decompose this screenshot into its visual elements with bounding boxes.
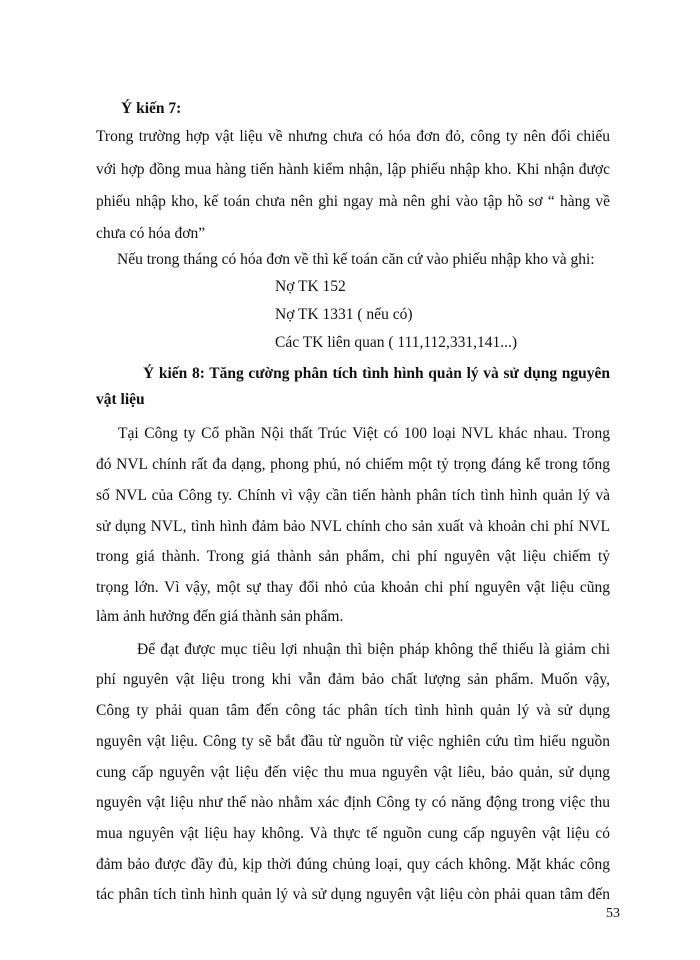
accounting-entry-credit: Các TK liên quan ( 111,112,331,141...) [275,334,518,351]
paragraph-line: cung cấp nguyên vật liệu đến việc thu mua nguyên vật liêu, bảo quản, sử dụng [96,764,610,781]
paragraph-line: với hợp đồng mua hàng tiến hành kiểm nhận, lập phiếu nhập kho. Khi nhận được [96,161,610,178]
paragraph-line: Trong trường hợp vật liệu về nhưng chưa có hóa đơn đỏ, công ty nên đối chiếu [96,128,610,145]
paragraph-line: mua nguyên vật liệu hay không. Và thực tế nguồn cung cấp nguyên vật liệu có [96,825,610,842]
paragraph-line: phiếu nhập kho, kế toán chưa nên ghi ngay mà nên ghi vào tập hồ sơ “ hàng về [96,193,610,210]
heading-y-kien-8: Ý kiến 8: Tăng cường phân tích tình hình quản lý và sử dụng nguyên [143,365,610,382]
paragraph-line: đó NVL chính rất đa dạng, phong phú, nó chiếm một tỷ trọng đáng kể trong tổng [96,456,610,473]
paragraph-line: trong giá thành. Trong giá thành sản phẩm, chi phí nguyên vật liệu chiếm tỷ [96,548,610,565]
heading-y-kien-7: Ý kiến 7: [121,100,182,117]
paragraph-line: tác phân tích tình hình quản lý và sử dụng nguyên vật liệu còn phải quan tâm đến [96,886,610,903]
accounting-entry-debit-1331: Nợ TK 1331 ( nếu có) [275,306,413,323]
paragraph-line: đảm bảo được đầy đủ, kịp thời đúng chủng loại, quy cách không. Mặt khác công [96,856,610,873]
paragraph-line: Nếu trong tháng có hóa đơn về thì kế toán căn cứ vào phiếu nhập kho và ghi: [117,251,595,268]
paragraph-line: Công ty phải quan tâm đến công tác phân tích tình hình quản lý và sử dụng [96,702,610,719]
paragraph-line: trọng lớn. Vì vậy, một sự thay đổi nhỏ của khoản chi phí nguyên vật liệu cũng [96,579,610,596]
accounting-entry-debit-152: Nợ TK 152 [275,278,346,295]
paragraph-line: nguyên vật liệu như thế nào nhằm xác định Công ty có năng động trong việc thu [96,794,610,811]
paragraph-line: làm ảnh hưởng đến giá thành sản phẩm. [96,608,344,625]
paragraph-line: sử dụng NVL, tình hình đảm bảo NVL chính cho sản xuất và khoản chi phí NVL [96,518,610,535]
paragraph-line: Để đạt được mục tiêu lợi nhuận thì biện pháp không thể thiếu là giảm chi [137,641,610,658]
paragraph-line: Tại Công ty Cổ phần Nội thất Trúc Việt có 100 loại NVL khác nhau. Trong [118,425,610,442]
page-number: 53 [606,906,620,921]
paragraph-line: số NVL của Công ty. Chính vì vậy cần tiến hành phân tích tình hình quản lý và [96,487,610,504]
paragraph-line: phí nguyên vật liệu trong khi vẫn đảm bảo chất lượng sản phẩm. Muốn vậy, [96,671,610,688]
paragraph-line: nguyên vật liệu. Công ty sẽ bắt đầu từ nguồn từ việc nghiên cứu tìm hiểu nguồn [96,733,610,750]
paragraph-line: chưa có hóa đơn” [96,225,206,242]
heading-y-kien-8-continued: vật liệu [96,391,145,408]
